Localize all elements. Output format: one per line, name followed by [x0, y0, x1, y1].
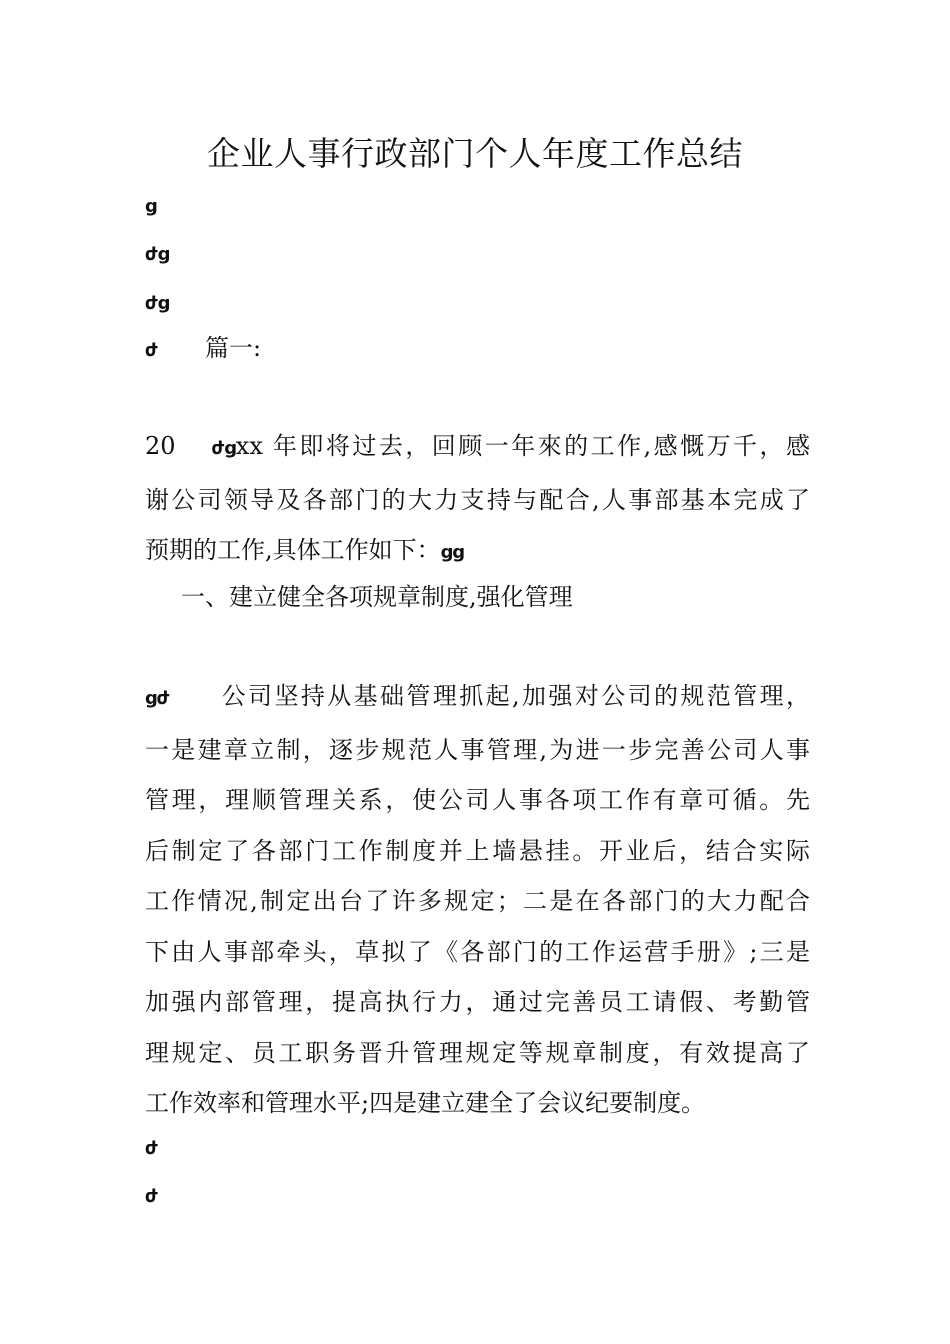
intro-row-3 [145, 525, 810, 579]
marker-line-2 [145, 240, 169, 270]
intro-row-3-text: 预期的工作,具体工作如下： [145, 536, 441, 564]
section-label-line [145, 333, 261, 366]
marker-glyph: ժ [145, 1138, 158, 1159]
marker-glyph: ցժ [145, 688, 170, 709]
body-row-3: 管理，理顺管理关系，使公司人事各项工作有章可循。先 [145, 786, 810, 814]
body-row-4: 后制定了各部门工作制度并上墙悬挂。开业后，结合实际 [145, 836, 810, 865]
body-row-5: 工作情况,制定出台了许多规定；二是在各部门的大力配合 [145, 887, 810, 915]
body-row-6: 下由人事部牵头，草拟了《各部门的工作运营手册》;三是 [145, 937, 810, 966]
section-heading-1: 一、建立健全各项规章制度,强化管理 [181, 583, 573, 611]
intro-row-2: 谢公司领导及各部门的大力支持与配合,人事部基本完成了 [145, 485, 810, 514]
marker-line-3 [145, 289, 169, 319]
body-row-1 [145, 671, 810, 725]
marker-glyph: ցց [440, 542, 464, 563]
marker-glyph: ժց [145, 244, 170, 265]
body-row-1-text: 公司坚持从基础管理抓起,加强对公司的规范管理， [219, 682, 810, 710]
intro-row-1-text: xx 年即将过去，回顾一年來的工作,感慨万千，感 [235, 432, 810, 460]
marker-line-5 [145, 1182, 158, 1212]
marker-glyph: ց [145, 196, 157, 217]
body-row-9: 工作效率和管理水平;四是建立建全了会议纪要制度。 [145, 1089, 706, 1117]
body-row-8: 理规定、员工职务晋升管理规定等规章制度，有效提高了 [145, 1038, 810, 1067]
marker-line-1 [145, 192, 157, 222]
intro-paragraph [145, 421, 810, 579]
marker-glyph: ժ [145, 1186, 158, 1207]
section-label: 篇一: [204, 334, 262, 362]
body-row-2: 一是建章立制，逐步规范人事管理,为进一步完善公司人事 [145, 735, 810, 764]
intro-row-1 [145, 421, 810, 475]
intro-lead: 20 [145, 432, 176, 460]
marker-line-4 [145, 1134, 158, 1164]
body-row-7: 加强内部管理，提高执行力，通过完善员工请假、考勤管 [145, 988, 810, 1016]
marker-glyph: ժց [145, 293, 170, 314]
marker-glyph: ժ [145, 340, 158, 361]
document-title: 企业人事行政部门个人年度工作总结 [207, 134, 743, 173]
marker-glyph: ժց [211, 438, 236, 459]
body-paragraph-1 [145, 671, 810, 1129]
